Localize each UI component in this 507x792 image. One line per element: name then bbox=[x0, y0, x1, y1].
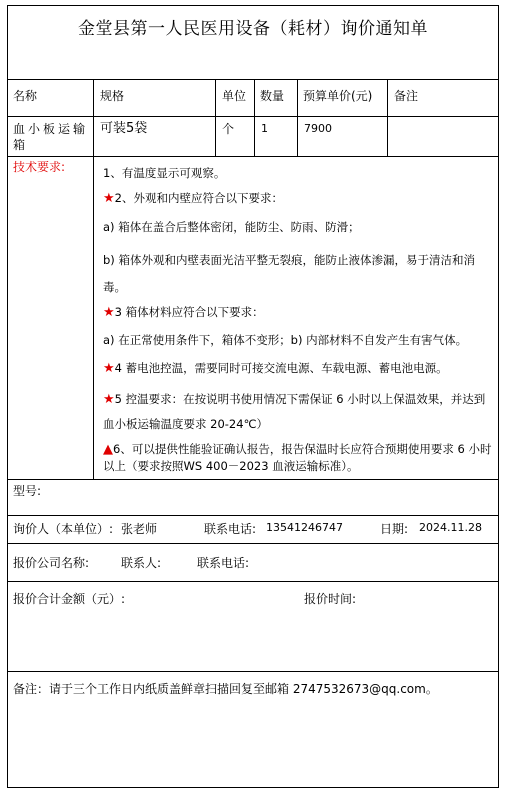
requirement-text: a) 在正常使用条件下，箱体不变形；b) 内部材料不自发产生有害气体。 bbox=[103, 333, 468, 347]
inquirer-label: 询价人（本单位）: bbox=[13, 522, 114, 536]
tech-requirements bbox=[8, 156, 498, 479]
divider bbox=[93, 117, 94, 156]
header-spec: 规格 bbox=[100, 89, 125, 103]
divider bbox=[387, 80, 388, 116]
divider bbox=[297, 117, 298, 156]
quote-contact-label: 联系人: bbox=[121, 556, 162, 570]
requirement-text: 6、可以提供性能验证确认报告，报告保温时长应符合预期使用要求 6 小时以上（要求按照WS 400－2023 血液运输标准）。 bbox=[103, 442, 492, 473]
divider bbox=[254, 80, 255, 116]
star-marker: ★ bbox=[103, 191, 115, 206]
requirement-text: 4 蓄电池控温，需要同时可接交流电源、车载电源、蓄电池电源。 bbox=[114, 361, 448, 375]
star-marker: ★ bbox=[103, 392, 115, 407]
inquirer-phone: 13541246747 bbox=[266, 521, 343, 534]
requirement-text: a) 箱体在盖合后整体密闭，能防尘、防雨、防滑； bbox=[103, 220, 360, 234]
requirement-item bbox=[103, 190, 283, 207]
star-marker: ★ bbox=[103, 305, 115, 320]
header-qty: 数量 bbox=[260, 89, 285, 103]
quote-company-label: 报价公司名称: bbox=[13, 556, 90, 570]
quote-time-label: 报价时间: bbox=[304, 592, 357, 606]
header-remark: 备注 bbox=[394, 89, 419, 103]
header-budget: 预算单价(元) bbox=[303, 89, 373, 103]
tech-label: 技术要求: bbox=[13, 160, 66, 174]
inquirer-phone-label: 联系电话: bbox=[204, 522, 257, 536]
requirement-text: 5 控温要求：在按说明书使用情况下需保证 6 小时以上保温效果，并达到血小板运输温度要求 20-24℃） bbox=[103, 392, 486, 431]
header-name: 名称 bbox=[13, 89, 38, 103]
requirement-item bbox=[103, 219, 360, 235]
quote-total-row bbox=[8, 581, 498, 671]
quote-total-label: 报价合计金额（元）: bbox=[13, 592, 126, 606]
table-row bbox=[8, 116, 498, 156]
quote-company-row bbox=[8, 543, 498, 581]
requirement-item bbox=[103, 387, 493, 437]
cell-name: 血小板运输箱 bbox=[13, 122, 89, 152]
requirement-item bbox=[103, 165, 225, 181]
model-row bbox=[8, 479, 498, 515]
quote-phone-label: 联系电话: bbox=[197, 556, 250, 570]
divider bbox=[93, 80, 94, 116]
requirement-text: 3 箱体材料应符合以下要求： bbox=[114, 305, 264, 319]
inquirer-date: 2024.11.28 bbox=[419, 521, 482, 534]
note-row bbox=[8, 671, 498, 787]
page-title: 金堂县第一人民医用设备（耗材）询价通知单 bbox=[78, 19, 428, 39]
model-label: 型号: bbox=[13, 484, 42, 498]
table-header-row bbox=[8, 79, 498, 116]
note-text: 备注：请于三个工作日内纸质盖鲜章扫描回复至邮箱 2747532673@qq.com。 bbox=[13, 682, 438, 696]
inquirer-date-label: 日期: bbox=[380, 522, 409, 536]
header-unit: 单位 bbox=[222, 89, 247, 103]
cell-spec: 可装5袋 bbox=[100, 121, 148, 136]
requirement-item bbox=[103, 360, 448, 377]
requirement-text: 1、有温度显示可观察。 bbox=[103, 166, 226, 180]
divider bbox=[215, 117, 216, 156]
requirement-item bbox=[103, 332, 467, 348]
cell-qty: 1 bbox=[261, 122, 268, 135]
divider bbox=[254, 117, 255, 156]
cell-unit: 个 bbox=[222, 122, 235, 136]
divider bbox=[93, 157, 94, 479]
divider bbox=[215, 80, 216, 116]
inquirer-name: 张老师 bbox=[121, 522, 158, 536]
requirement-text: 2、外观和内壁应符合以下要求： bbox=[114, 191, 283, 205]
triangle-marker: ▲ bbox=[103, 442, 113, 457]
cell-budget: 7900 bbox=[304, 122, 332, 135]
inquirer-row bbox=[8, 515, 498, 543]
inquiry-form bbox=[7, 5, 499, 788]
requirement-text: b) 箱体外观和内壁表面光洁平整无裂痕，能防止液体渗漏，易于清洁和消毒。 bbox=[103, 253, 475, 294]
star-marker: ★ bbox=[103, 361, 115, 376]
divider bbox=[387, 117, 388, 156]
divider bbox=[297, 80, 298, 116]
requirement-item bbox=[103, 441, 493, 475]
requirement-item bbox=[103, 247, 493, 301]
requirement-item bbox=[103, 304, 264, 321]
